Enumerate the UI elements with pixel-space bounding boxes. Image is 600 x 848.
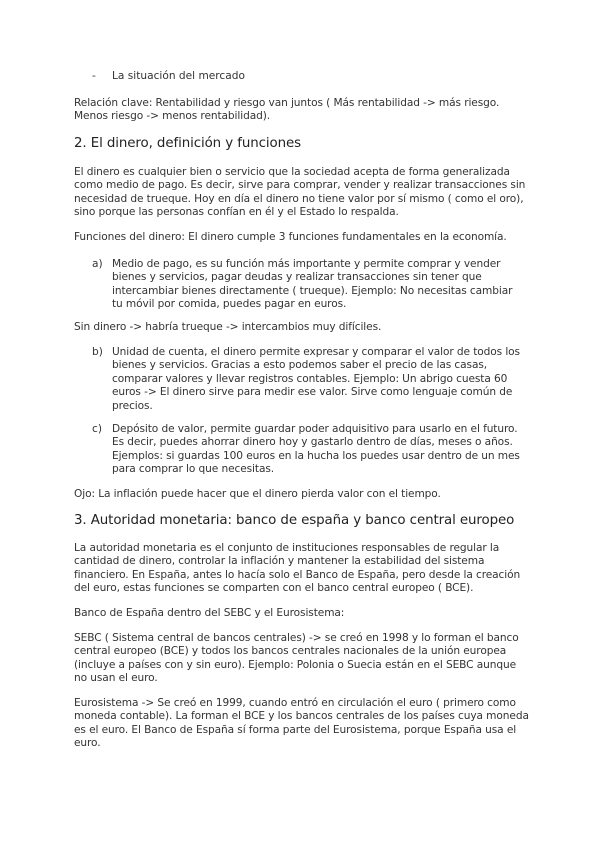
paragraph-sin-dinero: Sin dinero -> habría trueque -> intercambios muy difíciles. [74,321,382,333]
list-item-unidad-de-cuenta [92,346,522,413]
list-item-medio-de-pago [92,258,522,312]
list-label: a) [92,258,103,270]
paragraph-dinero-definicion: El dinero es cualquier bien o servicio que la sociedad acepta de forma generalizada como medio de pago. Es decir, sirve para comprar, vender y realizar transacciones sin necesidad de trueque. Hoy en día el dinero no tiene valor por sí mismo ( como el oro), sino porque las personas confían en él y el Estado lo respalda. [74,166,526,219]
section-heading-dinero: 2. El dinero, definición y funciones [74,136,301,151]
list-item-text: Depósito de valor, permite guardar poder adquisitivo para usarlo en el futuro. Es decir, puedes ahorrar dinero hoy y gastarlo dentro de días, meses o años. Ejemplos: si guardas 100 euros en la hucha los puedes usar dentro de un mes para comprar lo que necesitas. [112,423,520,476]
list-item-text: Unidad de cuenta, el dinero permite expresar y comparar el valor de todos los bienes y servicios. Gracias a esto podemos saber el precio de las casas, comparar valores y llevar registros contables. Ejemplo: Un abrigo cuesta 60 euros -> El dinero sirve para medir ese valor. Sirve como lenguaje común de precios. [112,346,520,412]
list-item-text: La situación del mercado [112,70,245,82]
list-item-situacion-mercado [92,70,245,83]
paragraph-ojo-inflacion: Ojo: La inflación puede hacer que el dinero pierda valor con el tiempo. [74,488,441,500]
list-label: b) [92,346,103,358]
paragraph-sebc: SEBC ( Sistema central de bancos centrales) -> se creó en 1998 y lo forman el banco central europeo (BCE) y todos los bancos centrales nacionales de la unión europea (incluye a países con y sin euro). Ejemplo: Polonia o Suecia están en el SEBC aunque no usan el euro. [74,632,519,685]
paragraph-funciones: Funciones del dinero: El dinero cumple 3 funciones fundamentales en la economía. [74,231,507,243]
paragraph-eurosistema: Eurosistema -> Se creó en 1999, cuando entró en circulación el euro ( primero como moneda contable). La forman el BCE y los bancos centrales de los países cuya moneda es el euro. El Banco de España sí forma parte del Eurosistema, porque España usa el euro. [74,697,529,750]
list-item-deposito-de-valor [92,423,522,477]
list-label: c) [92,423,102,435]
dash-bullet: - [92,70,96,82]
list-item-text: Medio de pago, es su función más importante y permite comprar y vender bienes y servicios, pagar deudas y realizar transacciones sin tener que intercambiar bienes directamente ( trueque). Ejemplo: No necesitas cambiar tu móvil por comida, puedes pagar en euros. [112,258,513,311]
section-heading-autoridad: 3. Autoridad monetaria: banco de españa y banco central europeo [74,513,515,528]
paragraph-banco-espana: Banco de España dentro del SEBC y el Eurosistema: [74,607,345,619]
paragraph-autoridad-monetaria: La autoridad monetaria es el conjunto de instituciones responsables de regular la cantidad de dinero, controlar la inflación y mantener la estabilidad del sistema financiero. En España, antes lo hacía solo el Banco de España, pero desde la creación del euro, estas funciones se comparten con el banco central europeo ( BCE). [74,542,521,595]
paragraph-relacion-clave: Relación clave: Rentabilidad y riesgo van juntos ( Más rentabilidad -> más riesgo. Menos riesgo -> menos rentabilidad). [74,97,500,123]
